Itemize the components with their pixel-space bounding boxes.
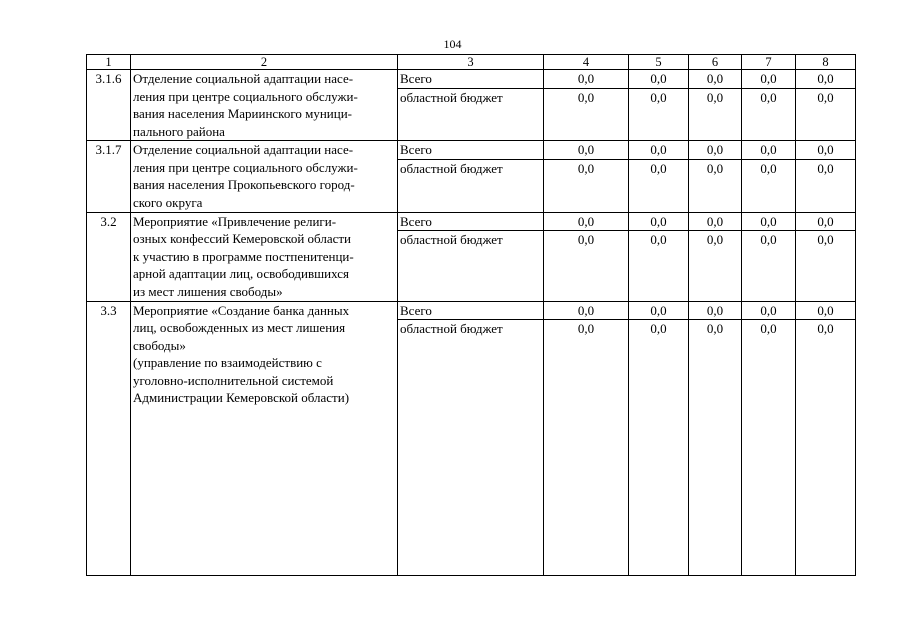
value-cell: 0,0 (742, 70, 796, 89)
header-cell: 8 (796, 55, 856, 70)
value-cell: 0,0 (629, 212, 689, 231)
header-cell: 1 (87, 55, 131, 70)
value-cell: 0,0 (689, 141, 742, 160)
value-cell: 0,0 (689, 320, 742, 576)
value-cell: 0,0 (796, 160, 856, 212)
funding-source: областной бюджет (398, 231, 544, 301)
value-cell: 0,0 (796, 231, 856, 301)
value-cell: 0,0 (544, 160, 629, 212)
value-cell: 0,0 (796, 89, 856, 141)
row-number: 3.1.6 (87, 70, 131, 141)
row-description: Отделение социальной адаптации насе- ления при центре социального обслужи- вания населения Прокопьевского город- ского округа (131, 141, 398, 212)
row-number: 3.1.7 (87, 141, 131, 212)
value-cell: 0,0 (629, 141, 689, 160)
header-cell: 6 (689, 55, 742, 70)
value-cell: 0,0 (742, 160, 796, 212)
value-cell: 0,0 (629, 89, 689, 141)
header-cell: 3 (398, 55, 544, 70)
funding-source: областной бюджет (398, 320, 544, 576)
header-cell: 2 (131, 55, 398, 70)
value-cell: 0,0 (689, 212, 742, 231)
value-cell: 0,0 (742, 89, 796, 141)
value-cell: 0,0 (629, 301, 689, 320)
program-table (86, 54, 856, 576)
value-cell: 0,0 (629, 70, 689, 89)
value-cell: 0,0 (544, 231, 629, 301)
value-cell: 0,0 (796, 70, 856, 89)
funding-source: Всего (398, 212, 544, 231)
value-cell: 0,0 (544, 141, 629, 160)
funding-source: областной бюджет (398, 160, 544, 212)
header-cell: 5 (629, 55, 689, 70)
header-row (87, 55, 856, 70)
funding-source: областной бюджет (398, 89, 544, 141)
value-cell: 0,0 (742, 212, 796, 231)
value-cell: 0,0 (796, 212, 856, 231)
value-cell: 0,0 (689, 89, 742, 141)
value-cell: 0,0 (544, 320, 629, 576)
value-cell: 0,0 (796, 141, 856, 160)
header-cell: 7 (742, 55, 796, 70)
table-row (87, 301, 856, 320)
row-description: Мероприятие «Привлечение религи- озных конфессий Кемеровской области к участию в программе постпенитенци- арной адаптации лиц, освободившихся из мест лишения свободы» (131, 212, 398, 301)
value-cell: 0,0 (544, 89, 629, 141)
value-cell: 0,0 (544, 212, 629, 231)
value-cell: 0,0 (689, 301, 742, 320)
value-cell: 0,0 (544, 301, 629, 320)
table-row (87, 70, 856, 89)
row-number: 3.2 (87, 212, 131, 301)
row-number: 3.3 (87, 301, 131, 575)
funding-source: Всего (398, 301, 544, 320)
value-cell: 0,0 (796, 320, 856, 576)
value-cell: 0,0 (689, 231, 742, 301)
value-cell: 0,0 (796, 301, 856, 320)
table-row (87, 141, 856, 160)
value-cell: 0,0 (742, 301, 796, 320)
funding-source: Всего (398, 70, 544, 89)
table-row (87, 212, 856, 231)
value-cell: 0,0 (742, 320, 796, 576)
page-number: 104 (443, 37, 462, 51)
value-cell: 0,0 (629, 160, 689, 212)
value-cell: 0,0 (689, 160, 742, 212)
value-cell: 0,0 (544, 70, 629, 89)
row-description: Мероприятие «Создание банка данных лиц, освобожденных из мест лишения свободы» (управление по взаимодействию с уголовно-исполнительной системой Администрации Кемеровской области) (131, 301, 398, 575)
value-cell: 0,0 (742, 141, 796, 160)
value-cell: 0,0 (629, 231, 689, 301)
value-cell: 0,0 (742, 231, 796, 301)
header-cell: 4 (544, 55, 629, 70)
funding-source: Всего (398, 141, 544, 160)
row-description: Отделение социальной адаптации насе- ления при центре социального обслужи- вания населения Мариинского муници- пального района (131, 70, 398, 141)
value-cell: 0,0 (689, 70, 742, 89)
value-cell: 0,0 (629, 320, 689, 576)
